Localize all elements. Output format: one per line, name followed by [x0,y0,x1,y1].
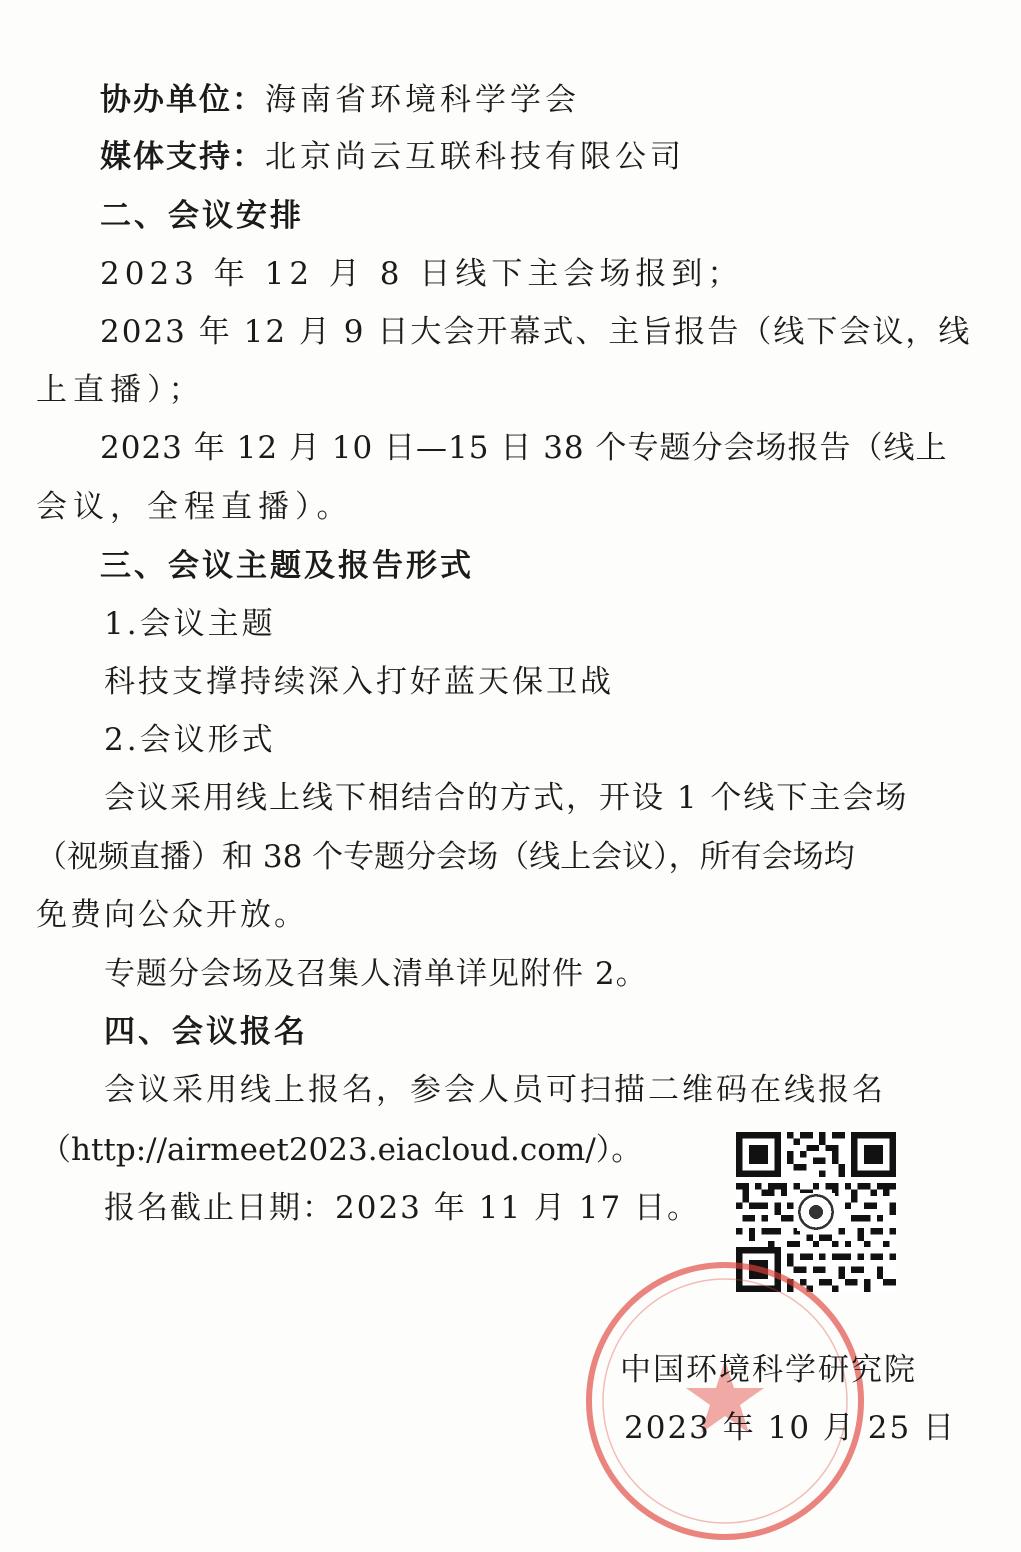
media-support-line [100,137,685,177]
media-support-label: 媒体支持： [100,139,265,175]
seal-stamp-graphic [582,1258,868,1544]
format-paragraph-a: 会议采用线上线下相结合的方式，开设 1 个线下主会场 [104,780,909,816]
schedule-line-2b: 上直播）； [36,372,206,408]
section-2-heading: 二、会议安排 [100,198,304,234]
theme-subheading: 1.会议主题 [104,606,276,642]
section-3-heading: 三、会议主题及报告形式 [100,548,474,584]
registration-deadline: 报名截止日期：2023 年 11 月 17 日。 [104,1190,701,1226]
attachment-note: 专题分会场及召集人清单详见附件 2。 [104,956,648,992]
co-organizer-label: 协办单位： [100,82,265,118]
format-paragraph-b: （视频直播）和 38 个专题分会场（线上会议），所有会场均 [36,839,855,875]
registration-paragraph-a: 会议采用线上报名，参会人员可扫描二维码在线报名 [104,1072,886,1108]
issue-date: 2023 年 10 月 25 日 [624,1410,957,1446]
section-4-heading: 四、会议报名 [104,1014,308,1050]
media-support-value: 北京尚云互联科技有限公司 [265,139,685,175]
format-paragraph-c: 免费向公众开放。 [36,897,308,933]
issuing-organization: 中国环境科学研究院 [620,1352,917,1388]
official-seal [582,1258,868,1544]
co-organizer-value: 海南省环境科学学会 [265,82,580,118]
schedule-line-3a: 2023 年 12 月 10 日—15 日 38 个专题分会场报告（线上 [100,430,948,466]
co-organizer-line [100,80,580,120]
schedule-line-3b: 会议，全程直播）。 [36,489,354,525]
schedule-line-1: 2023 年 12 月 8 日线下主会场报到； [100,256,744,292]
format-subheading: 2.会议形式 [104,722,276,758]
registration-url: （http://airmeet2023.eiacloud.com/）。 [40,1132,643,1168]
schedule-line-2a: 2023 年 12 月 9 日大会开幕式、主旨报告（线下会议，线 [100,314,972,350]
theme-text: 科技支撑持续深入打好蓝天保卫战 [104,664,614,700]
